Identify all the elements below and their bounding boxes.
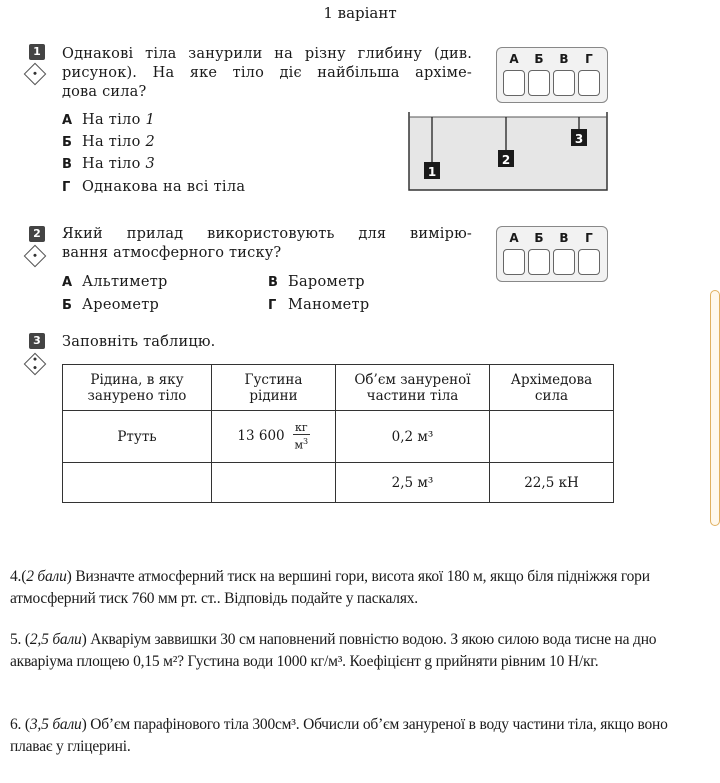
variant-title: 1 варіант (323, 4, 397, 22)
table-header-cell: Архімедова сила (490, 365, 614, 411)
question-3-number: 3 (29, 333, 45, 349)
q2-option-a: А Альтиметр (62, 274, 168, 290)
table-row (63, 411, 614, 463)
question-1-text: Однакові тіла занурили на різну глибину (див. рисунок). На яке тіло діє найбільша архіме- дова сила? (62, 46, 472, 100)
answer-grid-q2 (496, 226, 608, 282)
answer-letter-a: А (509, 52, 519, 66)
q2-option-b: Б Ареометр (62, 297, 160, 313)
answer-cell-a[interactable] (503, 249, 525, 275)
answer-cell-a[interactable] (503, 70, 525, 96)
diamond-icon (24, 353, 47, 376)
table-cell-density[interactable]: 13 600 кг $м^3$ (212, 411, 336, 463)
answer-letter-c: В (559, 231, 569, 245)
task-4: 4.(2 бали) Визначте атмосферний тиск на вершині гори, висота якої 180 м, якщо біля підніжжя гори атмосферний тиск 760 мм рт. ст.. Відповідь подайте у паскалях. (10, 568, 650, 607)
submerged-bodies-figure (406, 110, 612, 194)
table-cell-force[interactable] (490, 411, 614, 463)
body-2-label: 2 (501, 153, 511, 167)
q1-option-c: В На тіло 3 (62, 156, 156, 172)
diamond-icon (24, 245, 47, 268)
body-1-label: 1 (427, 165, 437, 179)
table-header-cell: Об’єм зануреної частини тіла (336, 365, 490, 411)
table-cell-force[interactable]: 22,5 кН (490, 463, 614, 503)
q2-option-d: Г Манометр (268, 297, 370, 313)
table-header-cell: Рідина, в яку занурено тіло (63, 365, 212, 411)
table-cell-density[interactable] (212, 463, 336, 503)
body-3-label: 3 (574, 132, 584, 146)
answer-cell-d[interactable] (578, 70, 600, 96)
answer-cell-d[interactable] (578, 249, 600, 275)
table-cell-liquid[interactable] (63, 463, 212, 503)
answer-cell-c[interactable] (553, 70, 575, 96)
answer-letter-a: А (509, 231, 519, 245)
answer-letter-b: Б (534, 52, 544, 66)
q1-option-b: Б На тіло 2 (62, 134, 156, 150)
task-6: 6. (3,5 бали) Об’єм парафінового тіла 300см³. Обчисли об’єм зануреної в воду частини тіла, якщо воно плаває у гліцерині. (10, 716, 668, 755)
scrollbar[interactable] (710, 290, 720, 526)
question-2-number: 2 (29, 226, 45, 242)
table-cell-volume[interactable]: 0,2 м³ (336, 411, 490, 463)
question-2-text: Який прилад використовують для вимірю- вання атмосферного тиску? (62, 226, 472, 261)
task-5: 5. (2,5 бали) Акваріум заввишки 30 см наповнений повністю водою. З якою силою вода тисне на дно акваріума площею 0,15 м²? Густина води 1000 кг/м³. Коефіцієнт g прийняти рівним 10 Н/кг. (10, 631, 657, 670)
question-3-text: Заповніть таблицю. (62, 334, 216, 350)
answer-grid-q1 (496, 47, 608, 103)
table-header-row (63, 365, 614, 411)
diamond-icon (24, 63, 47, 86)
data-table (62, 364, 614, 503)
answer-letter-c: В (559, 52, 569, 66)
q1-option-d: Г Однакова на всі тіла (62, 179, 246, 195)
table-header-cell: Густина рідини (212, 365, 336, 411)
table-cell-volume[interactable]: 2,5 м³ (336, 463, 490, 503)
answer-cell-c[interactable] (553, 249, 575, 275)
table-row (63, 463, 614, 503)
answer-letter-d: Г (585, 231, 593, 245)
q1-option-a: А На тіло 1 (62, 112, 156, 128)
question-1-number: 1 (29, 44, 45, 60)
answer-letter-b: Б (534, 231, 544, 245)
answer-cell-b[interactable] (528, 249, 550, 275)
answer-cell-b[interactable] (528, 70, 550, 96)
answer-letter-d: Г (585, 52, 593, 66)
table-cell-liquid[interactable]: Ртуть (63, 411, 212, 463)
q2-option-c: В Барометр (268, 274, 365, 290)
